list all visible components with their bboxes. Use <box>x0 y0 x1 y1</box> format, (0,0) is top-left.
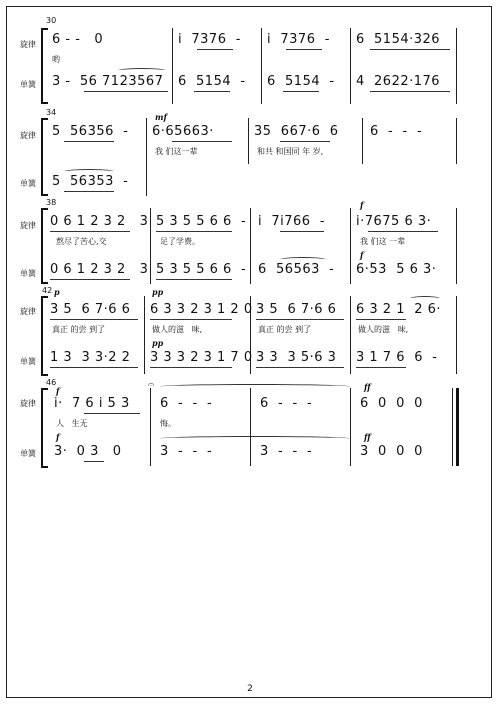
melody-lyric: 悔。 <box>160 419 176 428</box>
harmonica-measure: 6 5154 - <box>178 74 246 89</box>
tie <box>160 436 350 441</box>
melody-measure: 6 3 2 1 2 6· <box>356 302 442 317</box>
dynamic-marking: pp <box>152 338 164 348</box>
dynamic-marking: p <box>54 287 60 297</box>
melody-measure: 6 - - 0 <box>52 32 104 47</box>
harmonica-measure: 6 56563 - <box>258 262 335 277</box>
system-4 <box>0 282 500 374</box>
barline <box>146 118 147 196</box>
harmonica-part-label: 单簧 <box>20 449 36 458</box>
harmonica-part-label: 单簧 <box>20 80 36 89</box>
beam-line <box>368 231 438 232</box>
barline <box>250 388 251 466</box>
beam-line <box>356 367 406 368</box>
harmonica-measure: 3 3 3 2 3 1 7 0 <box>150 350 253 365</box>
barline <box>261 28 262 104</box>
beam-line <box>50 367 138 368</box>
system-brace <box>41 388 48 468</box>
measure-number: 42 <box>42 286 53 295</box>
system-2 <box>0 108 500 198</box>
melody-lyric: 真正 的尝 到了 <box>258 325 312 334</box>
melody-measure: 35 667·6 6 <box>254 124 339 139</box>
harmonica-measure: 5 56353 - <box>52 174 129 189</box>
system-brace <box>41 28 48 104</box>
melody-measure: 5 56356 - <box>52 124 129 139</box>
barline <box>350 388 351 466</box>
barline <box>362 118 363 164</box>
beam-line <box>356 319 406 320</box>
melody-measure: 3 5 6 7·6 6 <box>256 302 337 317</box>
beam-line <box>64 191 114 192</box>
melody-part-label: 旋律 <box>20 399 36 408</box>
harmonica-measure: 6 5154 - <box>267 74 335 89</box>
melody-lyric: 哟 <box>52 55 60 64</box>
melody-measure: 6 0 0 0 <box>360 396 423 411</box>
barline <box>456 28 457 104</box>
harmonica-measure: 1 3 3 3·2 2 <box>50 350 131 365</box>
dynamic-marking: f <box>56 386 60 396</box>
melody-measure: 6 3 3 2 3 1 2 0 <box>150 302 253 317</box>
measure-number: 46 <box>46 378 57 387</box>
dynamic-marking: f <box>56 432 60 442</box>
beam-line <box>150 367 232 368</box>
barline <box>172 28 173 104</box>
melody-part-label: 旋律 <box>20 131 36 140</box>
melody-lyric: 和共 和国同 年 岁, <box>257 147 324 156</box>
harmonica-part-label: 单簧 <box>20 179 36 188</box>
melody-measure: 6 - - - <box>370 124 423 139</box>
melody-part-label: 旋律 <box>20 307 36 316</box>
melody-measure: i 7i766 - <box>258 214 326 229</box>
beam-line <box>156 231 232 232</box>
system-3 <box>0 196 500 282</box>
beam-line <box>156 279 232 280</box>
harmonica-part-label: 单簧 <box>20 357 36 366</box>
beam-line <box>50 231 130 232</box>
harmonica-measure: 4 2622·176 <box>356 74 441 89</box>
beam-line <box>50 279 130 280</box>
beam-line <box>84 413 140 414</box>
harmonica-measure: 6·53 5 6 3· <box>356 262 437 277</box>
melody-measure: i 7376 - <box>178 32 241 47</box>
dynamic-marking: pp <box>152 287 164 297</box>
slur <box>64 169 114 174</box>
harmonica-measure: 3 - 56 7123567 <box>52 74 164 89</box>
beam-line <box>84 91 168 92</box>
system-5 <box>0 374 500 466</box>
beam-line <box>280 231 324 232</box>
beam-line <box>283 91 319 92</box>
fermata: 𝄐 <box>148 378 155 391</box>
beam-line <box>150 319 232 320</box>
slur <box>410 296 440 301</box>
beam-line <box>64 141 114 142</box>
beam-line <box>194 91 230 92</box>
dynamic-marking: f <box>360 250 364 260</box>
harmonica-measure: 3 - - - <box>160 444 213 459</box>
barline <box>350 296 351 374</box>
melody-measure: 6 - - - <box>160 396 213 411</box>
melody-measure: i 7376 - <box>267 32 330 47</box>
beam-line <box>256 367 344 368</box>
dynamic-marking: mf <box>155 112 167 122</box>
beam-line <box>50 319 138 320</box>
harmonica-measure: 3 1 7 6 6 - <box>356 350 438 365</box>
barline <box>456 296 457 374</box>
melody-lyric: 我 们这 一辈 <box>360 237 406 246</box>
tie <box>160 384 350 389</box>
melody-lyric: 人 生无 <box>56 419 88 428</box>
measure-number: 34 <box>46 108 57 117</box>
melody-measure: 5 3 5 5 6 6 - <box>156 214 247 229</box>
melody-lyric: 做人的滋 味, <box>152 325 203 334</box>
harmonica-measure: 0 6 1 2 3 2 3 <box>50 262 149 277</box>
measure-number: 38 <box>46 198 57 207</box>
barline <box>248 118 249 164</box>
harmonica-measure: 3 - - - <box>260 444 313 459</box>
melody-lyric: 我 们这一辈 <box>155 147 198 156</box>
melody-measure: 6·65663· <box>152 124 214 139</box>
melody-lyric: 做人的滋 味, <box>358 325 409 334</box>
melody-measure: 0 6 1 2 3 2 3 <box>50 214 149 229</box>
melody-lyric: 足了学费。 <box>160 237 200 246</box>
harmonica-measure: 5 3 5 5 6 6 - <box>156 262 247 277</box>
melody-measure: 6 5154·326 <box>356 32 441 47</box>
barline <box>144 296 145 374</box>
melody-measure: 3 5 6 7·6 6 <box>50 302 131 317</box>
barline <box>456 208 457 284</box>
beam-line <box>84 461 104 462</box>
slur <box>280 257 326 262</box>
harmonica-measure: 3· 0 3 0 <box>54 444 122 459</box>
barline <box>150 388 151 466</box>
system-brace <box>41 296 48 376</box>
barline <box>350 208 351 284</box>
barline <box>350 28 351 104</box>
beam-line <box>256 319 344 320</box>
system-1 <box>0 14 500 104</box>
beam-line <box>370 91 450 92</box>
melody-measure: 6 - - - <box>260 396 313 411</box>
page-number: 2 <box>247 684 253 694</box>
beam-line <box>172 141 232 142</box>
beam-line <box>370 49 450 50</box>
final-barline-thin <box>452 388 453 466</box>
melody-part-label: 旋律 <box>20 221 36 230</box>
beam-line <box>286 49 322 50</box>
barline <box>456 118 457 164</box>
barline <box>150 208 151 284</box>
harmonica-measure: 3 3 3 5·6 3 <box>256 350 337 365</box>
dynamic-marking: ff <box>364 432 371 442</box>
beam-line <box>197 49 233 50</box>
melody-part-label: 旋律 <box>20 40 36 49</box>
slur <box>118 68 166 73</box>
melody-lyric: 熬尽了苦心,交 <box>56 237 107 246</box>
melody-measure: i· 7 6 i 5 3 <box>54 396 130 411</box>
harmonica-measure: 3 0 0 0 <box>360 444 423 459</box>
dynamic-marking: ff <box>364 382 371 392</box>
melody-measure: i·7675 6 3· <box>356 214 432 229</box>
measure-number: 30 <box>46 16 57 25</box>
barline <box>250 208 251 284</box>
final-barline-thick <box>456 388 459 466</box>
melody-lyric: 真正 的尝 到了 <box>52 325 106 334</box>
dynamic-marking: f <box>360 200 364 210</box>
beam-line <box>280 141 330 142</box>
system-brace <box>41 118 48 196</box>
harmonica-part-label: 单簧 <box>20 269 36 278</box>
system-brace <box>41 208 48 284</box>
